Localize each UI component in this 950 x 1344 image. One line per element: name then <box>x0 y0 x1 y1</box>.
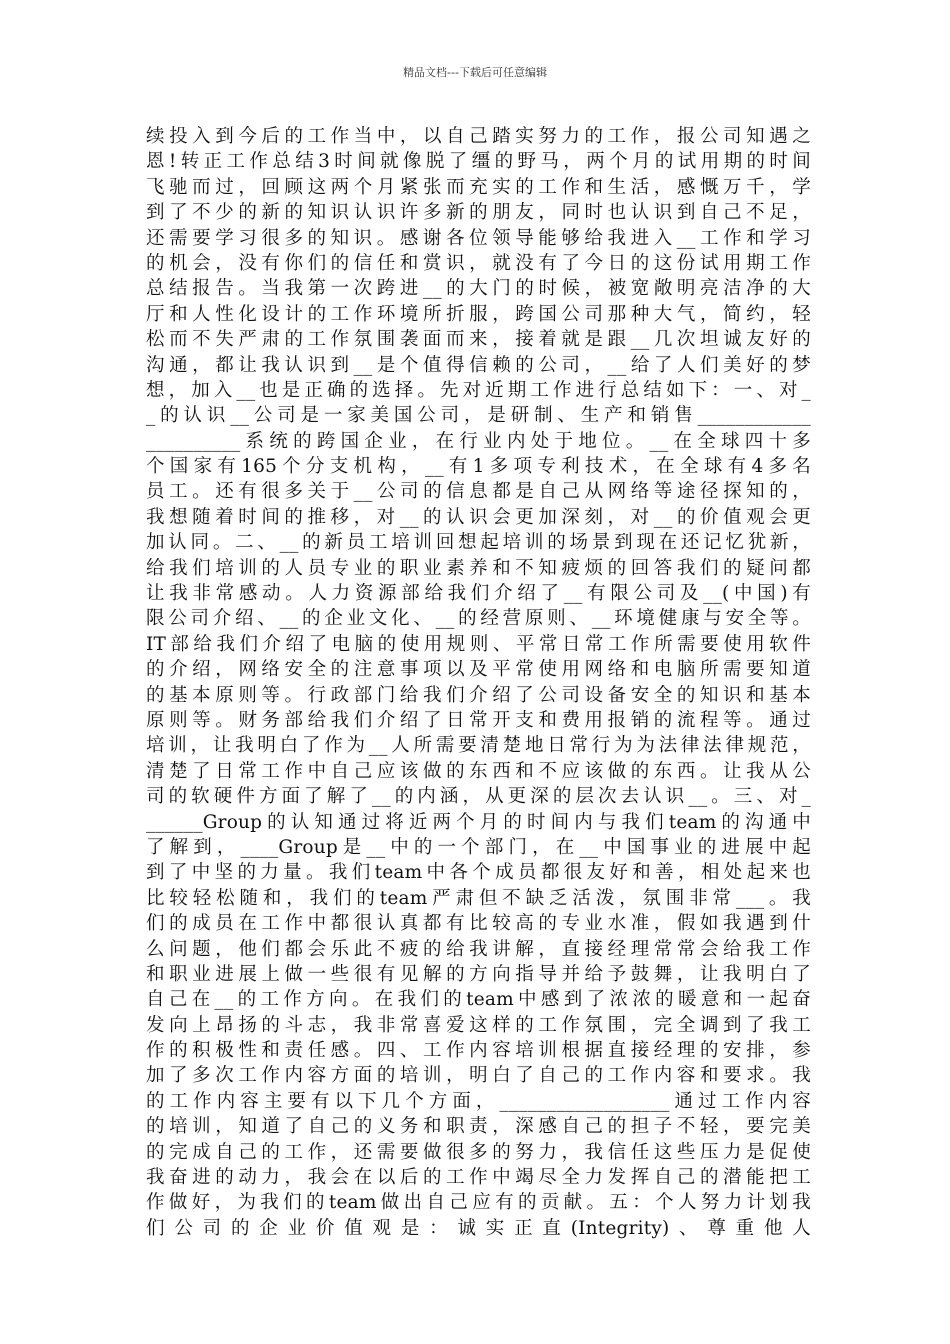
text-line: 恩!转正工作总结3时间就像脱了缰的野马，两个月的试用期的时间 <box>146 151 811 173</box>
text-line: 加认同。二、__的新员工培训回想起培训的场景到现在还记忆犹新， <box>146 532 811 554</box>
text-line: 给我们培训的人员专业的职业素养和不知疲烦的回答我们的疑问都 <box>146 557 811 579</box>
text-line: 么问题，他们都会乐此不疲的给我讲解，直接经理常常会给我工作 <box>146 938 811 960</box>
text-line: 续投入到今后的工作当中，以自己踏实努力的工作，报公司知遇之 <box>146 126 811 147</box>
text-line: 和职业进展上做一些很有见解的方向指导并给予鼓舞，让我明白了 <box>146 963 811 985</box>
page-header: 精品文档---下载后可任意编辑 <box>403 66 547 79</box>
text-line: 我想随着时间的推移，对__的认识会更加深刻，对__的价值观会更 <box>146 506 811 528</box>
text-line: 清楚了日常工作中自己应该做的东西和不应该做的东西。让我从公 <box>146 760 811 782</box>
text-line: 松而不失严肃的工作氛围袭面而来，接着就是跟__几次坦诚友好的 <box>146 329 811 351</box>
text-line: 比较轻松随和，我们的team严肃但不缺乏活泼，氛围非常___。我 <box>146 887 811 909</box>
text-line: 了解到，____Group是__中的一个部门，在__中国事业的进展中起 <box>146 836 811 858</box>
text-line: 的完成自己的工作，还需要做很多的努力，我信任这些压力是促使 <box>146 1141 811 1163</box>
text-line: _的认识__公司是一家美国公司，是研制、生产和销售____________ <box>146 405 811 427</box>
text-line: 让我非常感动。人力资源部给我们介绍了__有限公司及__(中国)有 <box>146 583 811 605</box>
text-line: 原则等。财务部给我们介绍了日常开支和费用报销的流程等。通过 <box>146 709 811 731</box>
text-line: 员工。还有很多关于__公司的信息都是自己从网络等途径探知的， <box>146 481 811 503</box>
text-line: 厅和人性化设计的工作环境所折服，跨国公司那种大气，简约，轻 <box>146 303 811 325</box>
body-text <box>146 124 811 1241</box>
text-line: 作的积极性和责任感。四、工作内容培训根据直接经理的安排，参 <box>146 1040 811 1062</box>
text-line: 还需要学习很多的知识。感谢各位领导能够给我进入__工作和学习 <box>146 227 811 249</box>
text-line: 培训，让我明白了作为__人所需要清楚地日常行为为法律法律规范， <box>146 735 811 757</box>
text-line: 到了不少的新的知识认识许多新的朋友，同时也认识到自己不足， <box>146 202 811 224</box>
text-line: 的工作内容主要有以下几个方面，__________________通过工作内容 <box>146 1090 811 1112</box>
text-line: 限公司介绍、__的企业文化、__的经营原则、__环境健康与安全等。 <box>146 608 811 630</box>
text-line: ______Group的认知通过将近两个月的时间内与我们team的沟通中 <box>146 811 811 833</box>
text-line: 我奋进的动力，我会在以后的工作中竭尽全力发挥自己的潜能把工 <box>146 1167 811 1189</box>
text-line: 的机会，没有你们的信任和赏识，就没有了今日的这份试用期工作 <box>146 252 811 274</box>
text-line: 沟通，都让我认识到__是个值得信赖的公司，__给了人们美好的梦 <box>146 354 811 376</box>
text-line: 们公司的企业价值观是：诚实正直(Integrity)、尊重他人 <box>146 1217 811 1239</box>
text-line: 总结报告。当我第一次跨进__的大门的时候，被宽敞明亮洁净的大 <box>146 278 811 300</box>
text-line: 发向上昂扬的斗志，我非常喜爱这样的工作氛围，完全调到了我工 <box>146 1014 811 1036</box>
text-line: 自己在__的工作方向。在我们的team中感到了浓浓的暖意和一起奋 <box>146 989 811 1011</box>
text-line: 的基本原则等。行政部门给我们介绍了公司设备安全的知识和基本 <box>146 684 811 706</box>
text-line: 司的软硬件方面了解了__的内涵，从更深的层次去认识__。三、对_ <box>146 786 811 808</box>
text-line: 们的成员在工作中都很认真都有比较高的专业水准，假如我遇到什 <box>146 913 811 935</box>
text-line: 加了多次工作内容方面的培训，明白了自己的工作内容和要求。我 <box>146 1065 811 1087</box>
text-line: __________系统的跨国企业，在行业内处于地位。__在全球四十多 <box>146 430 811 452</box>
text-line: 的介绍，网络安全的注意事项以及平常使用网络和电脑所需要知道 <box>146 659 811 681</box>
text-line: 的培训，知道了自己的义务和职责，深感自己的担子不轻，要完美 <box>146 1116 811 1138</box>
text-line: 飞驰而过，回顾这两个月紧张而充实的工作和生活，感慨万千，学 <box>146 176 811 198</box>
text-line: 作做好，为我们的team做出自己应有的贡献。五：个人努力计划我 <box>146 1192 811 1214</box>
text-line: 个国家有165个分支机构，__有1多项专利技术，在全球有4多名 <box>146 456 811 478</box>
text-line: 到了中坚的力量。我们team中各个成员都很友好和善，相处起来也 <box>146 862 811 884</box>
text-line: IT部给我们介绍了电脑的使用规则、平常日常工作所需要使用软件 <box>146 633 811 655</box>
text-line: 想，加入__也是正确的选择。先对近期工作进行总结如下：一、对_ <box>146 379 811 401</box>
